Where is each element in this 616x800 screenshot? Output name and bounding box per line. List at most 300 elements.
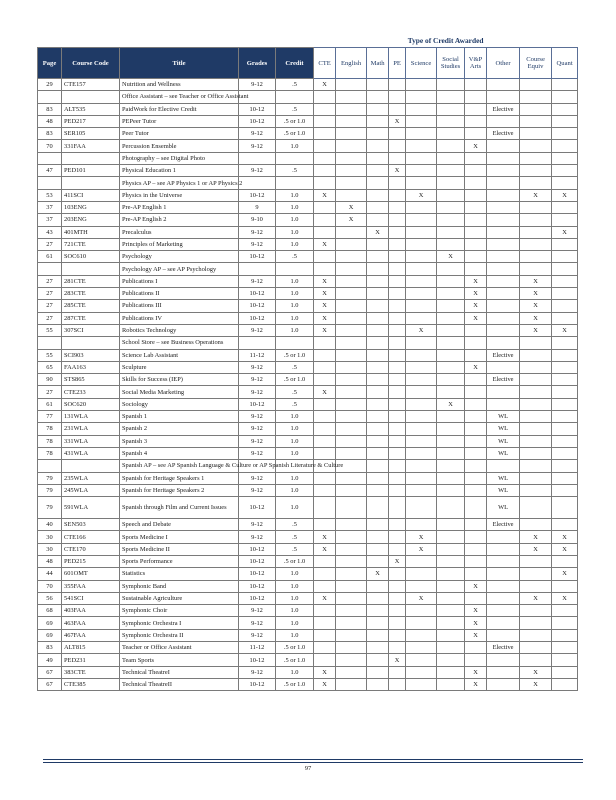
cell-pe — [389, 460, 406, 472]
cell-english — [336, 411, 367, 423]
cell-title: Spanish AP – see AP Spanish Language & Culture or AP Spanish Literature & Culture — [120, 460, 239, 472]
cell-title: Symphonic Orchestra II — [120, 629, 239, 641]
cell-other — [487, 312, 520, 324]
cell-vp-arts: X — [465, 288, 487, 300]
cell-quant — [552, 79, 578, 91]
cell-other — [487, 189, 520, 201]
cell-grades: 9-12 — [239, 411, 276, 423]
header-social-studies: Social Studies — [437, 48, 465, 79]
cell-credit — [276, 337, 314, 349]
cell-grades: 9-12 — [239, 531, 276, 543]
cell-pe — [389, 423, 406, 435]
cell-quant — [552, 214, 578, 226]
cell-credit: 1.0 — [276, 629, 314, 641]
cell-title: Spanish for Heritage Speakers 2 — [120, 484, 239, 496]
cell-pe — [389, 617, 406, 629]
cell-title: Statistics — [120, 568, 239, 580]
cell-vp-arts: X — [465, 629, 487, 641]
table-row — [38, 300, 578, 312]
cell-course-code: ALT815 — [62, 642, 120, 654]
table-row — [38, 312, 578, 324]
cell-cte — [314, 580, 336, 592]
cell-cte: X — [314, 531, 336, 543]
cell-quant — [552, 165, 578, 177]
cell-course-code — [62, 460, 120, 472]
table-row — [38, 128, 578, 140]
cell-course-code: 401MTH — [62, 226, 120, 238]
cell-other — [487, 275, 520, 287]
cell-credit: .5 — [276, 531, 314, 543]
cell-page: 40 — [38, 519, 62, 531]
cell-title: Principles of Marketing — [120, 238, 239, 250]
cell-vp-arts: X — [465, 666, 487, 678]
cell-other: WL — [487, 497, 520, 519]
cell-english — [336, 580, 367, 592]
cell-other: Elective — [487, 103, 520, 115]
cell-pe — [389, 91, 406, 103]
table-row — [38, 79, 578, 91]
cell-vp-arts — [465, 165, 487, 177]
cell-vp-arts — [465, 531, 487, 543]
cell-course-equiv — [520, 79, 552, 91]
cell-credit: 1.0 — [276, 324, 314, 336]
cell-page: 37 — [38, 201, 62, 213]
cell-credit: 1.0 — [276, 484, 314, 496]
cell-course-equiv — [520, 398, 552, 410]
cell-english — [336, 324, 367, 336]
cell-credit: 1.0 — [276, 617, 314, 629]
cell-cte — [314, 140, 336, 152]
cell-english — [336, 519, 367, 531]
cell-quant — [552, 642, 578, 654]
cell-grades: 9-12 — [239, 361, 276, 373]
cell-science — [406, 115, 437, 127]
cell-social-studies — [437, 654, 465, 666]
cell-cte — [314, 423, 336, 435]
cell-credit: 1.0 — [276, 447, 314, 459]
table-row — [38, 435, 578, 447]
cell-science — [406, 423, 437, 435]
cell-quant — [552, 580, 578, 592]
cell-course-code: 403FAA — [62, 605, 120, 617]
cell-cte — [314, 91, 336, 103]
cell-vp-arts: X — [465, 361, 487, 373]
cell-social-studies — [437, 678, 465, 690]
cell-course-code: CTE170 — [62, 543, 120, 555]
page-number: 97 — [304, 765, 312, 772]
cell-english — [336, 337, 367, 349]
cell-course-code: FAA163 — [62, 361, 120, 373]
table-row — [38, 642, 578, 654]
cell-english — [336, 152, 367, 164]
cell-grades: 9-12 — [239, 128, 276, 140]
cell-course-equiv — [520, 115, 552, 127]
table-row — [38, 484, 578, 496]
cell-credit — [276, 152, 314, 164]
cell-credit: .5 or 1.0 — [276, 654, 314, 666]
cell-grades — [239, 152, 276, 164]
cell-title: PaidWork for Elective Credit — [120, 103, 239, 115]
cell-course-code — [62, 177, 120, 189]
cell-grades — [239, 263, 276, 275]
cell-course-equiv — [520, 472, 552, 484]
cell-course-equiv — [520, 629, 552, 641]
cell-title: Publications II — [120, 288, 239, 300]
cell-english — [336, 472, 367, 484]
cell-credit: 1.0 — [276, 189, 314, 201]
cell-other — [487, 678, 520, 690]
cell-page: 61 — [38, 251, 62, 263]
cell-science — [406, 91, 437, 103]
cell-page: 79 — [38, 472, 62, 484]
cell-pe — [389, 642, 406, 654]
cell-course-equiv — [520, 238, 552, 250]
cell-page: 27 — [38, 275, 62, 287]
cell-other — [487, 568, 520, 580]
cell-science — [406, 165, 437, 177]
cell-page: 30 — [38, 543, 62, 555]
cell-vp-arts — [465, 497, 487, 519]
cell-title: Publications I — [120, 275, 239, 287]
cell-course-code: 431WLA — [62, 447, 120, 459]
cell-credit — [276, 177, 314, 189]
cell-english — [336, 361, 367, 373]
cell-cte: X — [314, 300, 336, 312]
cell-cte — [314, 447, 336, 459]
table-row — [38, 568, 578, 580]
cell-course-code: 245WLA — [62, 484, 120, 496]
cell-cte — [314, 214, 336, 226]
cell-math — [367, 300, 389, 312]
cell-quant: X — [552, 531, 578, 543]
cell-title: Teacher or Office Assistant — [120, 642, 239, 654]
cell-other — [487, 654, 520, 666]
cell-course-code: PED217 — [62, 115, 120, 127]
cell-course-equiv: X — [520, 543, 552, 555]
cell-math — [367, 497, 389, 519]
table-row — [38, 678, 578, 690]
cell-course-code: 285CTE — [62, 300, 120, 312]
table-row — [38, 189, 578, 201]
cell-pe — [389, 300, 406, 312]
cell-english — [336, 275, 367, 287]
cell-pe — [389, 288, 406, 300]
cell-course-equiv — [520, 568, 552, 580]
cell-course-code: SOC610 — [62, 251, 120, 263]
cell-course-code: 463FAA — [62, 617, 120, 629]
cell-course-code: 307SCI — [62, 324, 120, 336]
cell-title: Photography – see Digital Photo — [120, 152, 239, 164]
cell-english — [336, 177, 367, 189]
cell-course-code: CTE233 — [62, 386, 120, 398]
cell-grades: 9-12 — [239, 484, 276, 496]
cell-science — [406, 398, 437, 410]
cell-quant — [552, 398, 578, 410]
cell-vp-arts — [465, 543, 487, 555]
cell-science: X — [406, 592, 437, 604]
cell-cte: X — [314, 79, 336, 91]
cell-science — [406, 460, 437, 472]
cell-credit: 1.0 — [276, 497, 314, 519]
cell-quant — [552, 337, 578, 349]
table-row — [38, 592, 578, 604]
cell-other — [487, 201, 520, 213]
table-row — [38, 423, 578, 435]
cell-grades: 9 — [239, 201, 276, 213]
cell-pe — [389, 103, 406, 115]
cell-course-code: PED215 — [62, 555, 120, 567]
cell-other: Elective — [487, 128, 520, 140]
cell-cte — [314, 361, 336, 373]
cell-math — [367, 115, 389, 127]
cell-other — [487, 666, 520, 678]
cell-math — [367, 531, 389, 543]
cell-math — [367, 580, 389, 592]
cell-title: Team Sports — [120, 654, 239, 666]
cell-course-equiv — [520, 617, 552, 629]
cell-other: Elective — [487, 349, 520, 361]
table-row — [38, 177, 578, 189]
cell-grades: 10-12 — [239, 398, 276, 410]
cell-grades: 10-12 — [239, 497, 276, 519]
cell-other — [487, 152, 520, 164]
cell-science — [406, 617, 437, 629]
cell-title: Social Media Marketing — [120, 386, 239, 398]
cell-pe — [389, 519, 406, 531]
cell-vp-arts: X — [465, 140, 487, 152]
cell-grades: 10-12 — [239, 678, 276, 690]
cell-course-code: SEN503 — [62, 519, 120, 531]
cell-quant — [552, 115, 578, 127]
table-row — [38, 497, 578, 519]
cell-title: Spanish for Heritage Speakers 1 — [120, 472, 239, 484]
cell-other — [487, 617, 520, 629]
cell-grades: 10-12 — [239, 654, 276, 666]
cell-quant — [552, 386, 578, 398]
cell-quant — [552, 411, 578, 423]
cell-credit: .5 or 1.0 — [276, 115, 314, 127]
cell-math — [367, 629, 389, 641]
cell-vp-arts — [465, 324, 487, 336]
cell-grades: 9-12 — [239, 447, 276, 459]
cell-math — [367, 263, 389, 275]
cell-course-equiv: X — [520, 189, 552, 201]
cell-social-studies — [437, 128, 465, 140]
table-row — [38, 226, 578, 238]
cell-social-studies — [437, 312, 465, 324]
cell-course-code: 331FAA — [62, 140, 120, 152]
cell-title: Precalculus — [120, 226, 239, 238]
cell-cte: X — [314, 312, 336, 324]
cell-social-studies — [437, 165, 465, 177]
cell-math — [367, 238, 389, 250]
cell-science — [406, 386, 437, 398]
cell-credit: 1.0 — [276, 288, 314, 300]
cell-pe — [389, 251, 406, 263]
cell-credit: 1.0 — [276, 472, 314, 484]
cell-social-studies — [437, 411, 465, 423]
cell-title: Sports Medicine II — [120, 543, 239, 555]
cell-page: 78 — [38, 423, 62, 435]
cell-course-code: ALT535 — [62, 103, 120, 115]
cell-page: 68 — [38, 605, 62, 617]
cell-english: X — [336, 214, 367, 226]
cell-title: Science Lab Assistant — [120, 349, 239, 361]
cell-english — [336, 666, 367, 678]
cell-social-studies: X — [437, 398, 465, 410]
cell-quant — [552, 678, 578, 690]
cell-grades: 10-12 — [239, 103, 276, 115]
cell-cte: X — [314, 288, 336, 300]
cell-title: Office Assistant – see Teacher or Office Assistant — [120, 91, 239, 103]
cell-page: 83 — [38, 128, 62, 140]
cell-math — [367, 189, 389, 201]
cell-social-studies — [437, 189, 465, 201]
cell-course-equiv — [520, 519, 552, 531]
cell-credit: .5 or 1.0 — [276, 349, 314, 361]
cell-social-studies — [437, 337, 465, 349]
cell-vp-arts — [465, 592, 487, 604]
header-page: Page — [38, 48, 62, 79]
cell-social-studies — [437, 263, 465, 275]
cell-credit — [276, 263, 314, 275]
course-credit-table-sheet — [37, 34, 577, 691]
cell-course-code: 131WLA — [62, 411, 120, 423]
cell-social-studies — [437, 361, 465, 373]
cell-science: X — [406, 324, 437, 336]
cell-pe — [389, 398, 406, 410]
cell-pe — [389, 386, 406, 398]
cell-other: WL — [487, 423, 520, 435]
cell-page: 79 — [38, 484, 62, 496]
cell-course-equiv — [520, 177, 552, 189]
cell-cte: X — [314, 275, 336, 287]
table-row — [38, 543, 578, 555]
cell-title: Nutrition and Wellness — [120, 79, 239, 91]
footer-rule-bottom — [43, 762, 583, 763]
cell-math: X — [367, 226, 389, 238]
cell-course-equiv — [520, 555, 552, 567]
cell-course-equiv — [520, 386, 552, 398]
cell-title: Robotics Technology — [120, 324, 239, 336]
cell-course-equiv — [520, 654, 552, 666]
cell-pe — [389, 361, 406, 373]
cell-page: 43 — [38, 226, 62, 238]
cell-pe — [389, 447, 406, 459]
cell-english — [336, 251, 367, 263]
cell-title: Spanish 2 — [120, 423, 239, 435]
cell-quant — [552, 423, 578, 435]
cell-grades: 9-12 — [239, 629, 276, 641]
cell-course-equiv — [520, 642, 552, 654]
cell-math — [367, 666, 389, 678]
cell-page — [38, 337, 62, 349]
table-row — [38, 654, 578, 666]
cell-vp-arts — [465, 189, 487, 201]
cell-course-equiv — [520, 435, 552, 447]
cell-math — [367, 275, 389, 287]
cell-math — [367, 288, 389, 300]
cell-vp-arts — [465, 374, 487, 386]
cell-credit: .5 or 1.0 — [276, 555, 314, 567]
cell-credit: .5 — [276, 79, 314, 91]
cell-cte — [314, 435, 336, 447]
cell-science — [406, 519, 437, 531]
cell-course-equiv — [520, 165, 552, 177]
cell-pe — [389, 201, 406, 213]
cell-science — [406, 484, 437, 496]
cell-pe — [389, 605, 406, 617]
cell-course-equiv — [520, 447, 552, 459]
cell-cte: X — [314, 592, 336, 604]
cell-page — [38, 152, 62, 164]
cell-quant: X — [552, 543, 578, 555]
cell-course-equiv — [520, 103, 552, 115]
cell-english — [336, 531, 367, 543]
cell-course-code: PED231 — [62, 654, 120, 666]
cell-page: 61 — [38, 398, 62, 410]
cell-other — [487, 460, 520, 472]
cell-credit: .5 — [276, 386, 314, 398]
cell-science — [406, 337, 437, 349]
cell-title: Psychology — [120, 251, 239, 263]
cell-social-studies — [437, 472, 465, 484]
cell-page: 48 — [38, 115, 62, 127]
cell-vp-arts — [465, 386, 487, 398]
cell-grades: 9-12 — [239, 374, 276, 386]
table-row — [38, 580, 578, 592]
cell-course-equiv — [520, 152, 552, 164]
cell-quant — [552, 201, 578, 213]
cell-page: 55 — [38, 349, 62, 361]
cell-vp-arts — [465, 91, 487, 103]
table-row — [38, 605, 578, 617]
cell-pe: X — [389, 654, 406, 666]
table-row — [38, 165, 578, 177]
table-row — [38, 103, 578, 115]
cell-pe — [389, 374, 406, 386]
cell-other — [487, 543, 520, 555]
cell-math — [367, 165, 389, 177]
cell-math — [367, 654, 389, 666]
cell-credit: 1.0 — [276, 423, 314, 435]
cell-pe — [389, 79, 406, 91]
cell-credit: 1.0 — [276, 568, 314, 580]
cell-social-studies — [437, 79, 465, 91]
cell-course-equiv — [520, 423, 552, 435]
table-row — [38, 263, 578, 275]
cell-credit: 1.0 — [276, 214, 314, 226]
cell-credit: .5 — [276, 398, 314, 410]
header-course-equiv: Course Equiv — [520, 48, 552, 79]
cell-math — [367, 472, 389, 484]
cell-grades: 10-12 — [239, 555, 276, 567]
cell-social-studies — [437, 592, 465, 604]
cell-vp-arts — [465, 238, 487, 250]
cell-english — [336, 642, 367, 654]
cell-grades: 9-12 — [239, 423, 276, 435]
cell-credit: .5 or 1.0 — [276, 374, 314, 386]
cell-grades: 11-12 — [239, 349, 276, 361]
cell-english — [336, 543, 367, 555]
cell-cte — [314, 165, 336, 177]
cell-vp-arts — [465, 115, 487, 127]
table-row — [38, 411, 578, 423]
cell-grades: 9-12 — [239, 435, 276, 447]
cell-cte — [314, 568, 336, 580]
cell-quant — [552, 666, 578, 678]
cell-pe — [389, 543, 406, 555]
